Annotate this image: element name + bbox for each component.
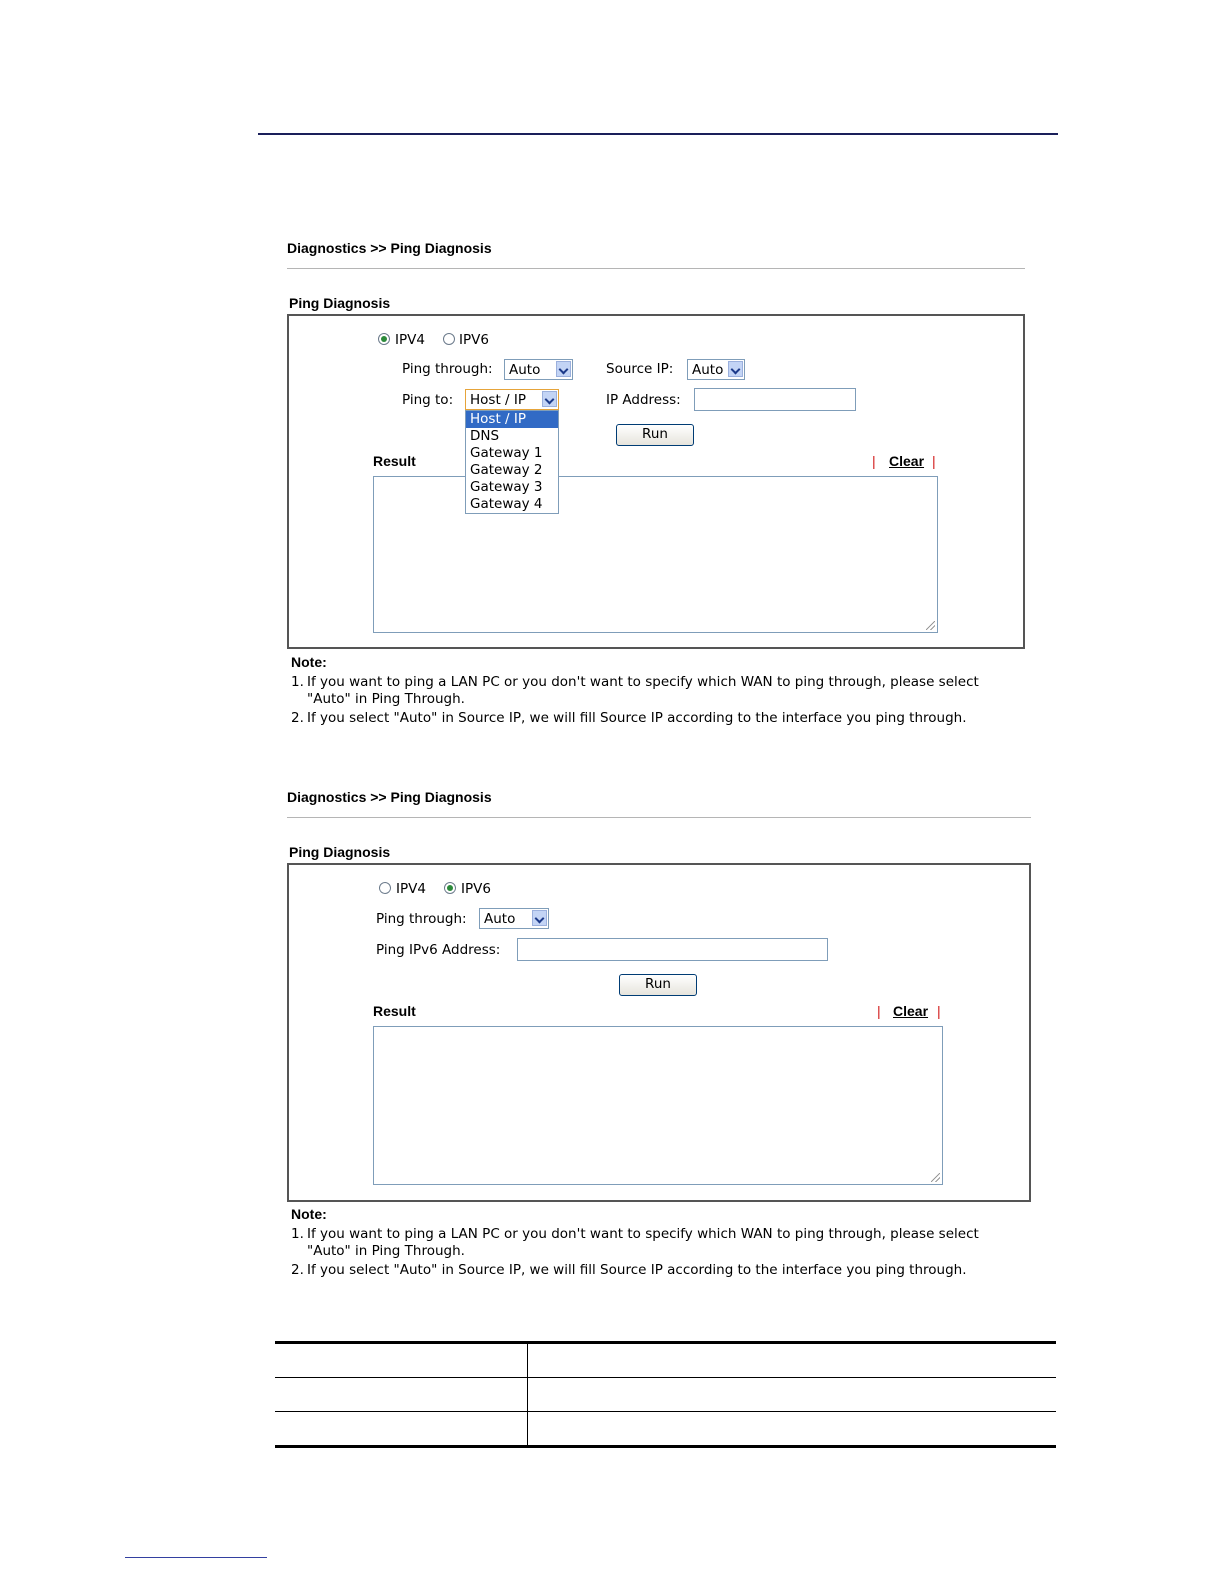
ipv6-label: IPV6: [459, 332, 489, 348]
ping-to-select[interactable]: [465, 389, 559, 410]
table-row-rule: [275, 1377, 1056, 1378]
note-title: Note:: [291, 654, 327, 670]
clear-separator-left: |: [872, 453, 876, 469]
ping-ipv6-address-input[interactable]: [517, 938, 828, 961]
section-title: Ping Diagnosis: [289, 844, 391, 860]
result-label: Result: [373, 453, 416, 469]
breadcrumb: Diagnostics >> Ping Diagnosis: [287, 240, 492, 256]
source-ip-label: Source IP:: [606, 361, 674, 377]
clear-link[interactable]: Clear: [889, 453, 925, 469]
ping-through-value: Auto: [509, 362, 541, 378]
ping-through-select[interactable]: [504, 359, 573, 380]
note-number: 2.: [291, 710, 304, 726]
table-top-rule: [275, 1341, 1056, 1344]
clear-separator-left: |: [877, 1003, 881, 1019]
table-column-divider: [527, 1344, 528, 1445]
ipv4-radio[interactable]: [378, 333, 390, 345]
ipv4-label: IPV4: [396, 881, 426, 897]
run-button[interactable]: Run: [616, 424, 694, 446]
note-text: If you select "Auto" in Source IP, we will fill Source IP according to the interface you ping through.: [307, 710, 967, 726]
chevron-down-icon: [542, 391, 557, 407]
ping-through-select[interactable]: [479, 908, 549, 929]
note-text: "Auto" in Ping Through.: [307, 1243, 465, 1259]
result-textarea[interactable]: [373, 1026, 943, 1185]
note-text: If you select "Auto" in Source IP, we will fill Source IP according to the interface you ping through.: [307, 1262, 967, 1278]
run-button[interactable]: Run: [619, 974, 697, 996]
note-text: If you want to ping a LAN PC or you don't want to specify which WAN to ping through, please select: [307, 1226, 979, 1242]
ping-through-value: Auto: [484, 911, 516, 927]
note-title: Note:: [291, 1206, 327, 1222]
ipv6-radio[interactable]: [444, 882, 456, 894]
breadcrumb: Diagnostics >> Ping Diagnosis: [287, 789, 492, 805]
ip-address-label: IP Address:: [606, 392, 681, 408]
ping-to-label: Ping to:: [402, 392, 454, 408]
note-number: 1.: [291, 674, 304, 690]
dropdown-option[interactable]: Gateway 2: [470, 462, 543, 478]
dropdown-option[interactable]: Gateway 1: [470, 445, 543, 461]
dropdown-option[interactable]: Gateway 3: [470, 479, 543, 495]
ipv6-radio[interactable]: [443, 333, 455, 345]
source-ip-select[interactable]: [687, 359, 745, 380]
dropdown-option[interactable]: Gateway 4: [470, 496, 543, 512]
ping-to-value: Host / IP: [470, 392, 526, 408]
table-bottom-rule: [275, 1445, 1056, 1448]
dropdown-option[interactable]: Host / IP: [466, 411, 558, 428]
page-top-rule: [258, 133, 1058, 135]
ping-through-label: Ping through:: [376, 911, 467, 927]
breadcrumb-rule: [287, 268, 1025, 269]
note-number: 1.: [291, 1226, 304, 1242]
dropdown-option[interactable]: DNS: [470, 428, 500, 444]
table-row-rule: [275, 1411, 1056, 1412]
footer-rule: [125, 1557, 267, 1558]
note-number: 2.: [291, 1262, 304, 1278]
breadcrumb-rule: [287, 817, 1031, 818]
ping-ipv6-address-label: Ping IPv6 Address:: [376, 942, 501, 958]
result-label: Result: [373, 1003, 416, 1019]
ping-through-label: Ping through:: [402, 361, 493, 377]
chevron-down-icon: [532, 910, 547, 926]
ipv4-label: IPV4: [395, 332, 425, 348]
chevron-down-icon: [728, 361, 743, 377]
ipv6-label: IPV6: [461, 881, 491, 897]
note-text: "Auto" in Ping Through.: [307, 691, 465, 707]
clear-link[interactable]: Clear: [893, 1003, 929, 1019]
ipv4-radio[interactable]: [379, 882, 391, 894]
note-text: If you want to ping a LAN PC or you don't want to specify which WAN to ping through, please select: [307, 674, 979, 690]
resize-grip-icon[interactable]: [931, 1173, 940, 1182]
source-ip-value: Auto: [692, 362, 724, 378]
ip-address-input[interactable]: [694, 388, 856, 411]
result-textarea[interactable]: [373, 476, 938, 633]
clear-separator-right: |: [932, 453, 936, 469]
clear-separator-right: |: [937, 1003, 941, 1019]
ping-to-dropdown-list: [465, 410, 559, 514]
section-title: Ping Diagnosis: [289, 295, 391, 311]
chevron-down-icon: [556, 361, 571, 377]
resize-grip-icon[interactable]: [926, 621, 935, 630]
